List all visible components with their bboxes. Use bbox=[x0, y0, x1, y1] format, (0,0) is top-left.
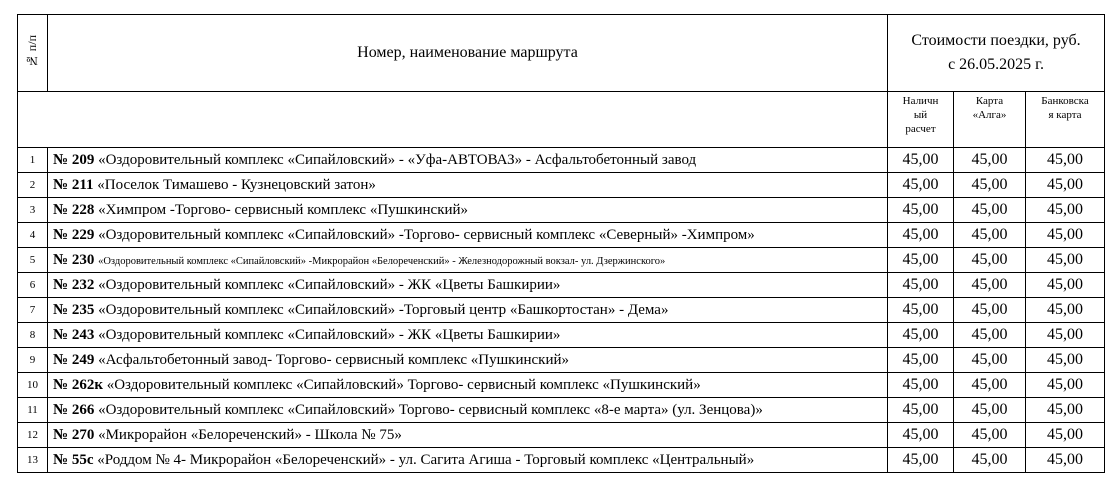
price-alga: 45,00 bbox=[954, 348, 1026, 373]
price-alga: 45,00 bbox=[954, 423, 1026, 448]
route-number: № 211 bbox=[53, 176, 94, 193]
route-number: № 232 bbox=[53, 276, 95, 293]
row-index: 3 bbox=[18, 198, 48, 223]
route-cell bbox=[48, 423, 888, 448]
route-name: «Оздоровительный комплекс «Сипайловский» - «Уфа-АВТОВАЗ» - Асфальтобетонный завод bbox=[98, 151, 697, 168]
row-index: 6 bbox=[18, 273, 48, 298]
price-alga: 45,00 bbox=[954, 223, 1026, 248]
table-row bbox=[18, 423, 1105, 448]
price-cash: 45,00 bbox=[888, 148, 954, 173]
route-name: «Микрорайон «Белореченский» - Школа № 75» bbox=[98, 426, 402, 443]
route-cell bbox=[48, 273, 888, 298]
route-cell bbox=[48, 248, 888, 273]
price-alga: 45,00 bbox=[954, 448, 1026, 473]
route-name: «Оздоровительный комплекс «Сипайловский» Торгово- сервисный комплекс «8-е марта» (ул. Зенцова)» bbox=[98, 401, 763, 418]
bank-label-1: Банковска bbox=[1041, 95, 1089, 107]
route-cell bbox=[48, 323, 888, 348]
route-name: «Оздоровительный комплекс «Сипайловский» - ЖК «Цветы Башкирии» bbox=[98, 276, 561, 293]
price-alga: 45,00 bbox=[954, 298, 1026, 323]
price-bank: 45,00 bbox=[1026, 373, 1105, 398]
route-cell bbox=[48, 348, 888, 373]
row-index: 5 bbox=[18, 248, 48, 273]
route-number: № 230 bbox=[53, 251, 95, 268]
col-no-header bbox=[18, 15, 48, 92]
price-alga: 45,00 bbox=[954, 148, 1026, 173]
table-row bbox=[18, 373, 1105, 398]
price-cash: 45,00 bbox=[888, 198, 954, 223]
price-bank: 45,00 bbox=[1026, 223, 1105, 248]
price-bank: 45,00 bbox=[1026, 298, 1105, 323]
price-cash: 45,00 bbox=[888, 448, 954, 473]
table-row bbox=[18, 398, 1105, 423]
price-cash: 45,00 bbox=[888, 298, 954, 323]
table-row bbox=[18, 448, 1105, 473]
route-cell bbox=[48, 448, 888, 473]
route-number: № 249 bbox=[53, 351, 95, 368]
price-cash: 45,00 bbox=[888, 173, 954, 198]
price-cash: 45,00 bbox=[888, 398, 954, 423]
route-number: № 243 bbox=[53, 326, 95, 343]
price-alga: 45,00 bbox=[954, 398, 1026, 423]
route-name: «Оздоровительный комплекс «Сипайловский» -Торгово- сервисный комплекс «Северный» -Химпром» bbox=[98, 226, 755, 243]
route-number: № 209 bbox=[53, 151, 95, 168]
price-alga: 45,00 bbox=[954, 173, 1026, 198]
route-number: № 262к bbox=[53, 376, 103, 393]
route-number: № 266 bbox=[53, 401, 95, 418]
alga-label-1: Карта bbox=[975, 95, 1004, 107]
price-bank: 45,00 bbox=[1026, 348, 1105, 373]
route-name: «Оздоровительный комплекс «Сипайловский» - ЖК «Цветы Башкирии» bbox=[98, 326, 561, 343]
subheader-blank bbox=[18, 92, 888, 148]
fares-table bbox=[17, 14, 1105, 473]
alga-label-2: «Алга» bbox=[972, 109, 1007, 121]
col-cash-header bbox=[888, 92, 954, 148]
table-row bbox=[18, 198, 1105, 223]
row-index: 7 bbox=[18, 298, 48, 323]
price-alga: 45,00 bbox=[954, 198, 1026, 223]
route-name: «Химпром -Торгово- сервисный комплекс «Пушкинский» bbox=[98, 201, 469, 218]
price-cash: 45,00 bbox=[888, 323, 954, 348]
table-row bbox=[18, 148, 1105, 173]
price-bank: 45,00 bbox=[1026, 248, 1105, 273]
cash-label-1: Наличн bbox=[902, 95, 939, 107]
route-cell bbox=[48, 373, 888, 398]
price-cash: 45,00 bbox=[888, 273, 954, 298]
route-cell bbox=[48, 398, 888, 423]
price-cash: 45,00 bbox=[888, 423, 954, 448]
route-cell bbox=[48, 173, 888, 198]
row-index: 11 bbox=[18, 398, 48, 423]
price-cash: 45,00 bbox=[888, 373, 954, 398]
price-bank: 45,00 bbox=[1026, 273, 1105, 298]
cash-label-2: ый bbox=[913, 109, 928, 121]
price-alga: 45,00 bbox=[954, 273, 1026, 298]
route-number: № 228 bbox=[53, 201, 95, 218]
table-row bbox=[18, 223, 1105, 248]
col-no-label: № п/п bbox=[25, 34, 39, 69]
row-index: 10 bbox=[18, 373, 48, 398]
price-bank: 45,00 bbox=[1026, 173, 1105, 198]
price-cash: 45,00 bbox=[888, 348, 954, 373]
price-cash: 45,00 bbox=[888, 223, 954, 248]
price-bank: 45,00 bbox=[1026, 148, 1105, 173]
route-number: № 270 bbox=[53, 426, 95, 443]
price-bank: 45,00 bbox=[1026, 423, 1105, 448]
table-row bbox=[18, 273, 1105, 298]
price-bank: 45,00 bbox=[1026, 448, 1105, 473]
cash-label-3: расчет bbox=[905, 123, 936, 135]
route-cell bbox=[48, 223, 888, 248]
price-alga: 45,00 bbox=[954, 248, 1026, 273]
cost-line2: с 26.05.2025 г. bbox=[948, 56, 1044, 73]
route-name: «Оздоровительный комплекс «Сипайловский» Торгово- сервисный комплекс «Пушкинский» bbox=[106, 376, 701, 393]
col-route-header: Номер, наименование маршрута bbox=[48, 15, 888, 92]
price-alga: 45,00 bbox=[954, 373, 1026, 398]
row-index: 1 bbox=[18, 148, 48, 173]
price-alga: 45,00 bbox=[954, 323, 1026, 348]
route-cell bbox=[48, 148, 888, 173]
col-alga-header bbox=[954, 92, 1026, 148]
route-cell bbox=[48, 198, 888, 223]
price-bank: 45,00 bbox=[1026, 323, 1105, 348]
col-cost-header bbox=[888, 15, 1105, 92]
route-name: «Оздоровительный комплекс «Сипайловский» -Торговый центр «Башкортостан» - Дема» bbox=[98, 301, 669, 318]
bank-label-2: я карта bbox=[1048, 109, 1082, 121]
row-index: 13 bbox=[18, 448, 48, 473]
price-cash: 45,00 bbox=[888, 248, 954, 273]
route-cell bbox=[48, 298, 888, 323]
price-bank: 45,00 bbox=[1026, 398, 1105, 423]
route-name: «Оздоровительный комплекс «Сипайловский» -Микрорайон «Белореченский» - Железнодорожный вокзал- ул. Дзержинского» bbox=[98, 255, 666, 267]
row-index: 9 bbox=[18, 348, 48, 373]
row-index: 12 bbox=[18, 423, 48, 448]
row-index: 2 bbox=[18, 173, 48, 198]
row-index: 4 bbox=[18, 223, 48, 248]
table-row bbox=[18, 173, 1105, 198]
price-bank: 45,00 bbox=[1026, 198, 1105, 223]
table-row bbox=[18, 248, 1105, 273]
route-number: № 229 bbox=[53, 226, 95, 243]
route-number: № 55с bbox=[53, 451, 94, 468]
row-index: 8 bbox=[18, 323, 48, 348]
cost-line1: Стоимости поездки, руб. bbox=[911, 32, 1081, 49]
table-row bbox=[18, 323, 1105, 348]
route-number: № 235 bbox=[53, 301, 95, 318]
table-row bbox=[18, 298, 1105, 323]
table-row bbox=[18, 348, 1105, 373]
route-name: «Поселок Тимашево - Кузнецовский затон» bbox=[97, 176, 376, 193]
col-bank-header bbox=[1026, 92, 1105, 148]
route-name: «Роддом № 4- Микрорайон «Белореченский» - ул. Сагита Агиша - Торговый комплекс «Центральный» bbox=[97, 451, 755, 468]
route-name: «Асфальтобетонный завод- Торгово- сервисный комплекс «Пушкинский» bbox=[98, 351, 570, 368]
